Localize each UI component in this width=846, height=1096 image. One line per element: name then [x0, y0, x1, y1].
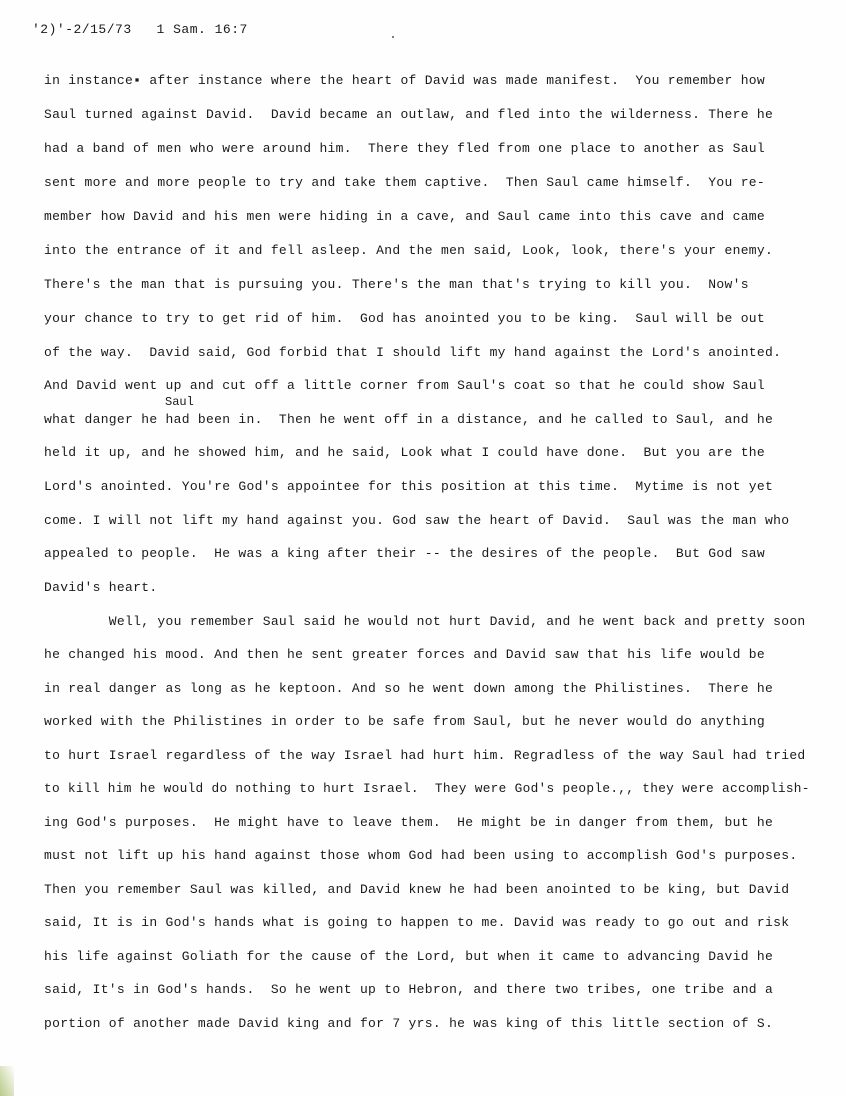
text-line: ing God's purposes. He might have to leave them. He might be in danger from them, but he [44, 815, 774, 830]
text-line: said, It's in God's hands. So he went up to Hebron, and there two tribes, one tribe and a [44, 982, 774, 997]
text-line: held it up, and he showed him, and he said, Look what I could have done. But you are the [44, 445, 766, 460]
text-line: And David went up and cut off a little corner from Saul's coat so that he could show Saul [44, 378, 766, 393]
text-line: in instance▪ after instance where the heart of David was made manifest. You remember how [44, 73, 766, 88]
page-corner-stain [0, 1066, 14, 1096]
text-line: Well, you remember Saul said he would not hurt David, and he went back and pretty soon [44, 614, 806, 629]
ink-speck [392, 36, 394, 38]
text-line: portion of another made David king and for 7 yrs. he was king of this little section of S. [44, 1016, 774, 1031]
text-line: what danger he had been in. Then he went off in a distance, and he called to Saul, and he [44, 412, 774, 427]
text-line: to kill him he would do nothing to hurt Israel. They were God's people.,, they were accomplish- [44, 781, 810, 796]
text-line: he changed his mood. And then he sent greater forces and David saw that his life would be [44, 647, 766, 662]
text-line: his life against Goliath for the cause of the Lord, but when it came to advancing David he [44, 949, 774, 964]
text-line: worked with the Philistines in order to be safe from Saul, but he never would do anything [44, 714, 766, 729]
text-line: said, It is in God's hands what is going to happen to me. David was ready to go out and risk [44, 915, 790, 930]
text-line: must not lift up his hand against those whom God had been using to accomplish God's purposes. [44, 848, 798, 863]
text-line: come. I will not lift my hand against you. God saw the heart of David. Saul was the man who [44, 513, 790, 528]
interlinear-correction: Saul [165, 395, 194, 409]
text-line: Saul turned against David. David became an outlaw, and fled into the wilderness. There he [44, 107, 774, 122]
text-line: member how David and his men were hiding in a cave, and Saul came into this cave and came [44, 209, 766, 224]
text-line: of the way. David said, God forbid that I should lift my hand against the Lord's anointed. [44, 345, 782, 360]
text-line: There's the man that is pursuing you. There's the man that's trying to kill you. Now's [44, 277, 749, 292]
text-line: into the entrance of it and fell asleep. And the men said, Look, look, there's your enemy. [44, 243, 774, 258]
text-line: appealed to people. He was a king after their -- the desires of the people. But God saw [44, 546, 766, 561]
text-line: David's heart. [44, 580, 158, 595]
text-line: Then you remember Saul was killed, and David knew he had been anointed to be king, but David [44, 882, 790, 897]
text-line: in real danger as long as he keptoon. And so he went down among the Philistines. There he [44, 681, 774, 696]
text-line: sent more and more people to try and take them captive. Then Saul came himself. You re- [44, 175, 766, 190]
text-line: to hurt Israel regardless of the way Israel had hurt him. Regradless of the way Saul had tried [44, 748, 806, 763]
text-line: your chance to try to get rid of him. God has anointed you to be king. Saul will be out [44, 311, 766, 326]
text-line: had a band of men who were around him. There they fled from one place to another as Saul [44, 141, 766, 156]
page-header: '2)'-2/15/73 1 Sam. 16:7 [32, 22, 248, 37]
text-line: Lord's anointed. You're God's appointee for this position at this time. Mytime is not yet [44, 479, 774, 494]
